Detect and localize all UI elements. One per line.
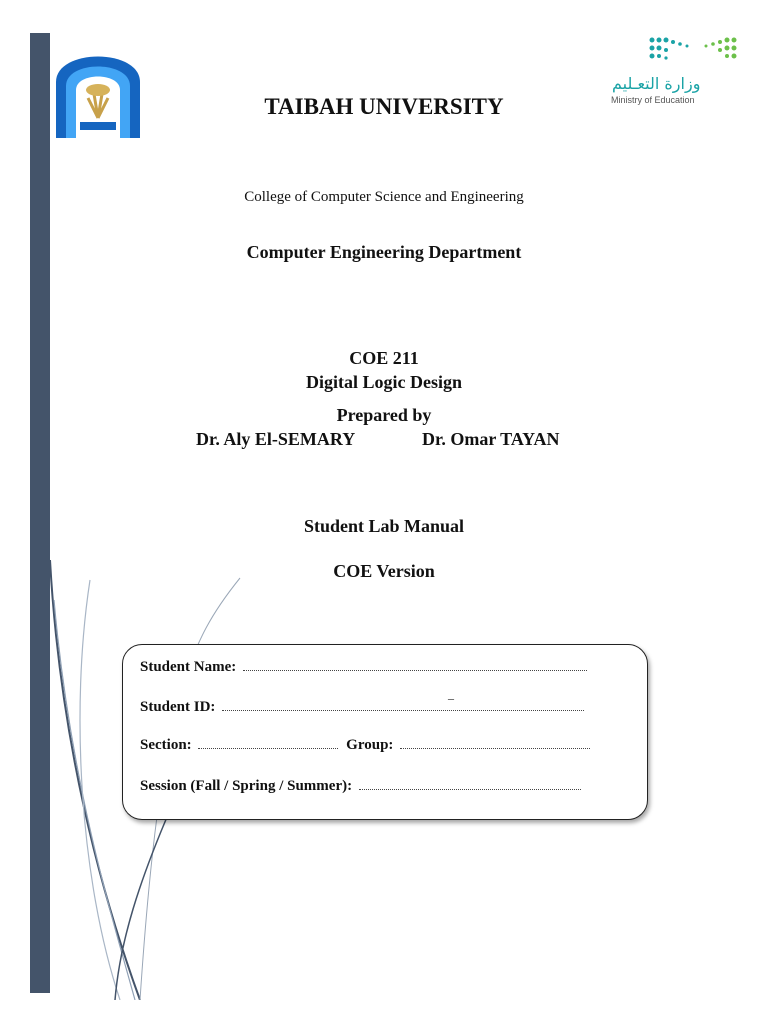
student-name-field[interactable] [243,669,587,671]
student-info-box [122,644,648,820]
taibah-university-logo [50,38,146,142]
group-field[interactable] [400,747,590,749]
session-row [140,778,581,795]
version-label: COE Version [333,561,435,581]
group-label: Group: [346,737,394,753]
ministry-dots-icon [604,30,748,70]
ministry-arabic-name: وزارة التعـليم [612,74,701,93]
section-field[interactable] [198,747,338,749]
student-name-row [140,659,587,676]
student-name-label: Student Name: [140,659,237,675]
college-name: College of Computer Science and Engineering [244,189,524,205]
student-id-label: Student ID: [140,699,216,715]
ministry-english-name: Ministry of Education [611,95,695,105]
section-group-row [140,737,590,754]
university-title: TAIBAH UNIVERSITY [264,94,504,119]
course-name: Digital Logic Design [306,372,462,392]
author-2: Dr. Omar TAYAN [422,429,560,449]
author-1: Dr. Aly El-SEMARY [196,429,356,449]
student-id-row [140,699,584,716]
prepared-by-label: Prepared by [336,405,432,425]
session-field[interactable] [359,788,581,790]
department-name: Computer Engineering Department [246,242,522,262]
stray-dash: _ [448,687,454,701]
student-id-field[interactable] [222,709,584,711]
course-code: COE 211 [349,348,419,368]
manual-title: Student Lab Manual [303,516,465,536]
section-label: Section: [140,737,192,753]
session-label: Session (Fall / Spring / Summer): [140,778,353,794]
